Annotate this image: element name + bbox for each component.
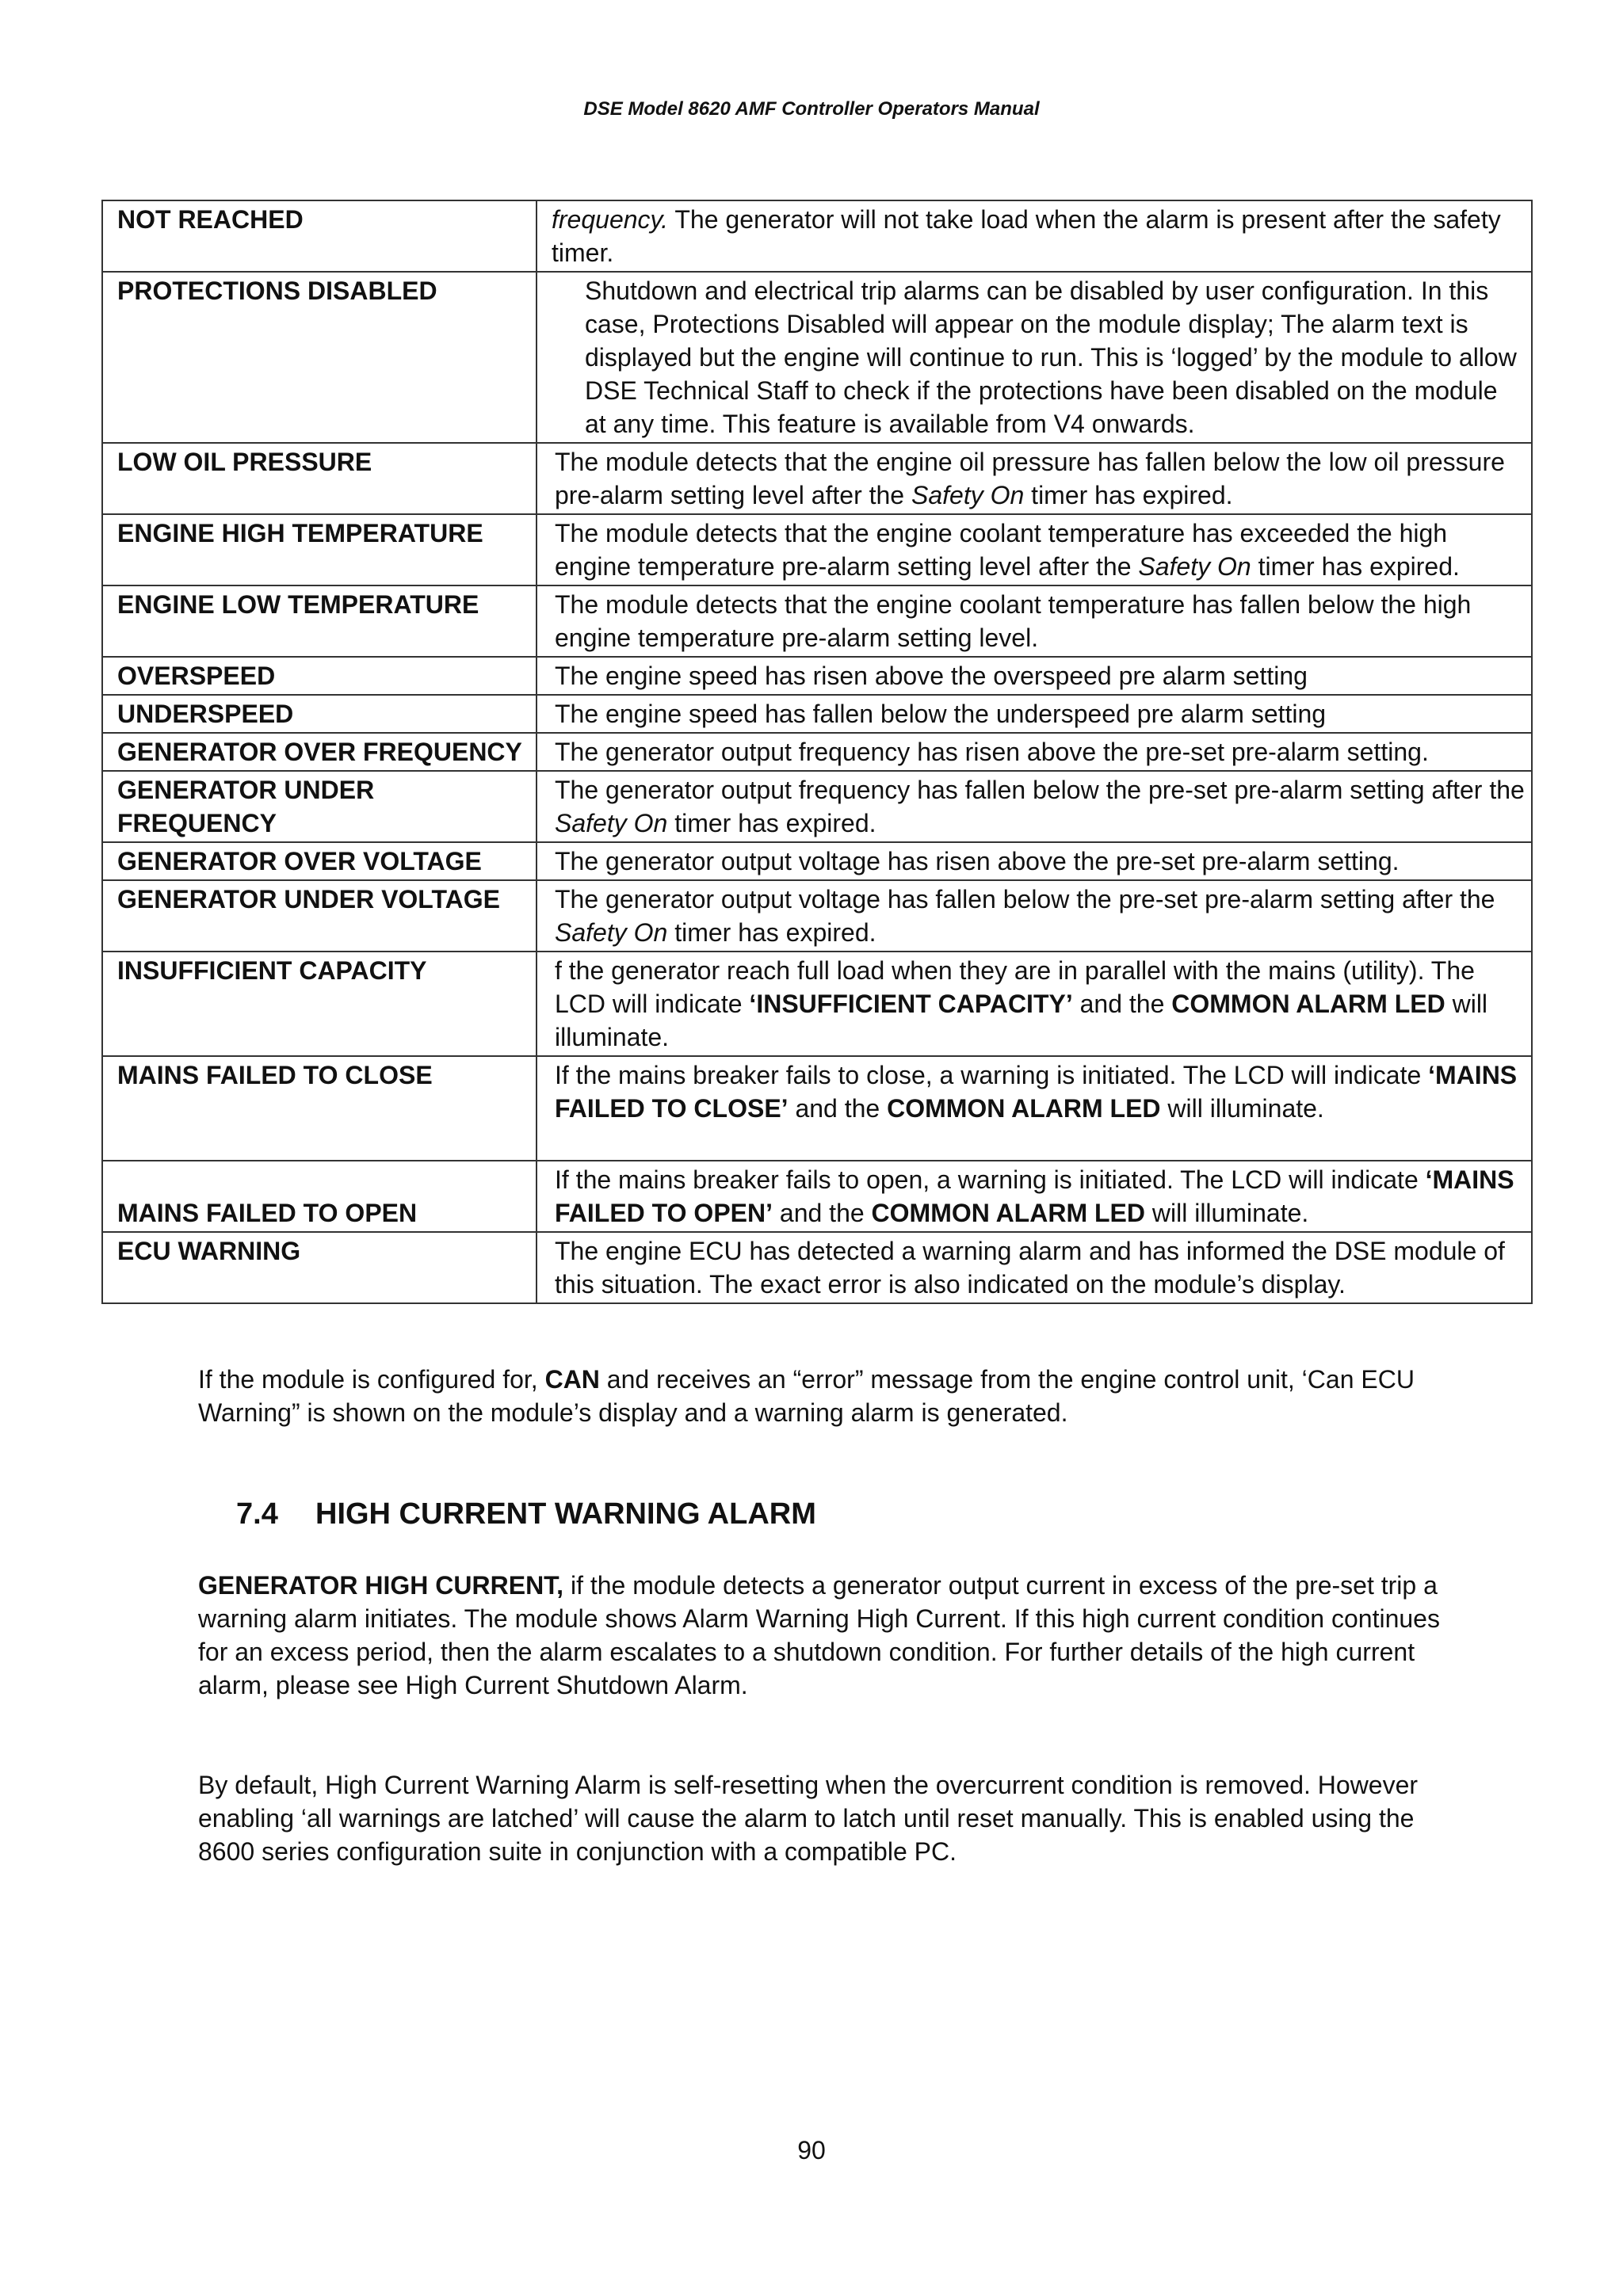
- alarm-name: GENERATOR OVER FREQUENCY: [102, 733, 537, 771]
- italic-text: Safety On: [555, 918, 668, 947]
- alarm-description: [537, 514, 1532, 585]
- text-run: The generator output voltage has risen above the pre-set pre-alarm setting.: [555, 847, 1400, 875]
- alarm-description: [537, 1161, 1532, 1232]
- alarm-name: PROTECTIONS DISABLED: [102, 272, 537, 443]
- text-run: and receives an “error” message from the engine control unit, ‘Can ECU Warning” is shown on the module’s display and a warning alarm is generated.: [198, 1365, 1415, 1427]
- alarm-name: GENERATOR UNDER FREQUENCY: [102, 771, 537, 842]
- table-row: [102, 443, 1532, 514]
- document-header: DSE Model 8620 AMF Controller Operators Manual: [583, 98, 1040, 120]
- text-run: If the mains breaker fails to close, a warning is initiated. The LCD will indicate: [555, 1061, 1429, 1089]
- table-row: [102, 585, 1532, 657]
- text-run: The generator output frequency has fallen below the pre-set pre-alarm setting after the: [555, 776, 1525, 804]
- alarm-name: ENGINE HIGH TEMPERATURE: [102, 514, 537, 585]
- text-run: The module detects that the engine coolant temperature has fallen below the high engine temperature pre-alarm setting level.: [555, 590, 1472, 652]
- italic-text: Safety On: [911, 481, 1025, 509]
- text-run: f the generator reach full load when they are in parallel with the mains (utility). The LCD will indicate: [555, 956, 1475, 1018]
- table-row: [102, 952, 1532, 1056]
- alarm-description: [537, 200, 1532, 272]
- text-run: The generator output voltage has fallen below the pre-set pre-alarm setting after the: [555, 885, 1495, 913]
- text-run: The engine ECU has detected a warning alarm and has informed the DSE module of this situation. The exact error is also indicated on the module’s display.: [555, 1237, 1505, 1299]
- bold-text: COMMON ALARM LED: [871, 1199, 1145, 1227]
- text-run: and the: [773, 1199, 872, 1227]
- alarm-name: LOW OIL PRESSURE: [102, 443, 537, 514]
- table-row: [102, 771, 1532, 842]
- text-run: Shutdown and electrical trip alarms can be disabled by user configuration. In this case, Protections Disabled will appear on the module display; The alarm text is displayed but the engine will continue to run. This is ‘logged’ by the module to allow DSE Technical Staff to check if the protections have been disabled on the module at any time. This feature is available from V4 onwards.: [585, 277, 1517, 438]
- bold-text: ‘MAINS FAILED TO CLOSE’: [555, 1061, 1518, 1123]
- table-row: [102, 842, 1532, 880]
- section-number: 7.4: [236, 1497, 278, 1531]
- can-warning-note: [198, 1363, 1450, 1429]
- alarm-description: [537, 1232, 1532, 1303]
- table-row: [102, 272, 1532, 443]
- alarm-description: [537, 1056, 1532, 1161]
- text-run: timer has expired.: [1251, 552, 1460, 581]
- text-run: If the mains breaker fails to open, a warning is initiated. The LCD will indicate: [555, 1165, 1426, 1194]
- alarm-description: [537, 733, 1532, 771]
- alarm-description: [537, 695, 1532, 733]
- bold-text: ‘INSUFFICIENT CAPACITY’: [749, 990, 1073, 1018]
- text-run: will illuminate.: [1160, 1094, 1324, 1123]
- table-row: [102, 695, 1532, 733]
- section-heading: [236, 1497, 816, 1531]
- text-run: The module detects that the engine coolant temperature has exceeded the high engine temperature pre-alarm setting level after the: [555, 519, 1448, 581]
- alarm-description: [537, 657, 1532, 695]
- table-row: [102, 880, 1532, 952]
- text-run: The generator will not take load when the alarm is present after the safety timer.: [552, 205, 1501, 267]
- italic-text: Safety On: [555, 809, 668, 837]
- text-run: timer has expired.: [667, 918, 876, 947]
- alarm-description: [537, 585, 1532, 657]
- italic-text: Safety On: [1138, 552, 1251, 581]
- text-run: will illuminate.: [1144, 1199, 1309, 1227]
- text-run: The module detects that the engine oil pressure has fallen below the low oil pressure pre-alarm setting level after the: [555, 448, 1505, 509]
- table-row: [102, 657, 1532, 695]
- alarm-description: [537, 842, 1532, 880]
- bold-text: COMMON ALARM LED: [1171, 990, 1445, 1018]
- alarm-name: INSUFFICIENT CAPACITY: [102, 952, 537, 1056]
- alarm-name: ECU WARNING: [102, 1232, 537, 1303]
- text-run: By default, High Current Warning Alarm is self-resetting when the overcurrent condition is removed. However enabling ‘all warnings are latched’ will cause the alarm to latch until reset manually. This is enabled using the 8600 series configuration suite in conjunction with a compatible PC.: [198, 1771, 1419, 1866]
- latching-paragraph: [198, 1768, 1450, 1868]
- alarm-description: [537, 443, 1532, 514]
- alarm-description: [537, 952, 1532, 1056]
- alarm-name: ENGINE LOW TEMPERATURE: [102, 585, 537, 657]
- text-run: If the module is configured for,: [198, 1365, 545, 1394]
- bold-text: COMMON ALARM LED: [887, 1094, 1161, 1123]
- italic-text: frequency.: [552, 205, 669, 234]
- text-run: The engine speed has fallen below the underspeed pre alarm setting: [555, 700, 1327, 728]
- text-run: The generator output frequency has risen above the pre-set pre-alarm setting.: [555, 738, 1429, 766]
- high-current-paragraph: [198, 1569, 1450, 1702]
- alarm-name: NOT REACHED: [102, 200, 537, 272]
- section-title: HIGH CURRENT WARNING ALARM: [315, 1497, 816, 1531]
- text-run: timer has expired.: [1024, 481, 1233, 509]
- text-run: and the: [1072, 990, 1172, 1018]
- bold-text: CAN: [544, 1365, 600, 1394]
- bold-text: ‘MAINS FAILED TO OPEN’: [555, 1165, 1514, 1227]
- text-run: if the module detects a generator output current in excess of the pre-set trip a warning alarm initiates. The module shows Alarm Warning High Current. If this high current condition continues for an excess period, then the alarm escalates to a shutdown condition. For further details of the high current alarm, please see High Current Shutdown Alarm.: [198, 1571, 1440, 1699]
- alarm-name: GENERATOR UNDER VOLTAGE: [102, 880, 537, 952]
- alarm-name: UNDERSPEED: [102, 695, 537, 733]
- alarm-name: GENERATOR OVER VOLTAGE: [102, 842, 537, 880]
- table-row: [102, 514, 1532, 585]
- text-run: will illuminate.: [555, 990, 1488, 1051]
- bold-text: GENERATOR HIGH CURRENT,: [198, 1571, 564, 1600]
- table-row: [102, 733, 1532, 771]
- table-row: [102, 1161, 1532, 1232]
- alarm-description: [537, 771, 1532, 842]
- table-row: [102, 1056, 1532, 1161]
- table-row: [102, 1232, 1532, 1303]
- text-run: The engine speed has risen above the overspeed pre alarm setting: [555, 662, 1308, 690]
- alarm-name: OVERSPEED: [102, 657, 537, 695]
- alarm-name: MAINS FAILED TO CLOSE: [102, 1056, 537, 1161]
- alarm-name: MAINS FAILED TO OPEN: [102, 1161, 537, 1232]
- page-number: 90: [797, 2136, 826, 2164]
- text-run: timer has expired.: [667, 809, 876, 837]
- alarm-table: [101, 200, 1533, 1304]
- alarm-description: [537, 272, 1532, 443]
- text-run: and the: [788, 1094, 888, 1123]
- alarm-description: [537, 880, 1532, 952]
- table-row: [102, 200, 1532, 272]
